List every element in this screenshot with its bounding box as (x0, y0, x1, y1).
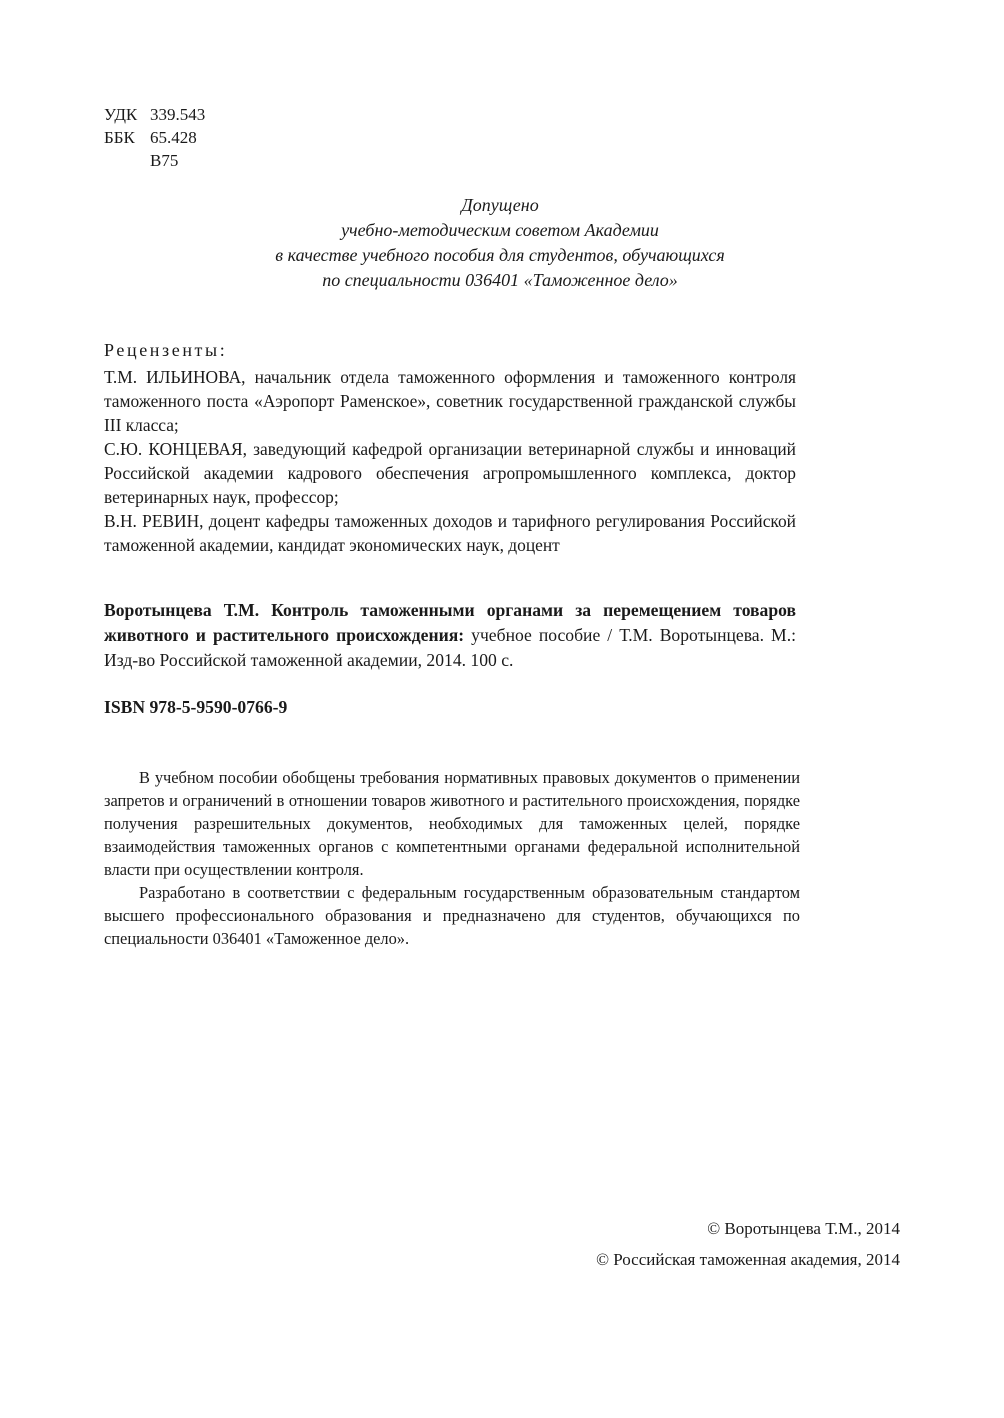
approval-line: по специальности 036401 «Таможенное дело» (322, 270, 678, 290)
copyright-author: © Воротынцева Т.М., 2014 (707, 1219, 900, 1238)
abstract-paragraph: Разработано в соответствии с федеральным государственным образовательным стандартом высшего профессионального образования и предназначено для студентов, обучающихся по специальности 036401 «Таможенное дело». (104, 883, 800, 948)
copyright-publisher: © Российская таможенная академия, 2014 (596, 1250, 900, 1269)
reviewer-entry: В.Н. РЕВИН, доцент кафедры таможенных доходов и тарифного регулирования Российской таможенной академии, кандидат экономических наук, доцент (104, 511, 796, 555)
approval-line: в качестве учебного пособия для студентов, обучающихся (275, 245, 725, 265)
bibliographic-citation (104, 598, 796, 673)
approval-note (200, 193, 800, 293)
reviewer-entry: С.Ю. КОНЦЕВАЯ, заведующий кафедрой организации ветеринарной службы и инноваций Российской академии кадрового обеспечения агропромышленного комплекса, доктор ветеринарных наук, профессор; (104, 439, 796, 507)
abstract (104, 766, 800, 950)
copyright-block (596, 1213, 900, 1275)
author-mark: В75 (150, 151, 179, 170)
bbk-row (104, 126, 205, 149)
citation-title: Воротынцева Т.М. Контроль таможенными органами за перемещением товаров животного и растительного происхождения: (104, 600, 796, 645)
citation-details: учебное пособие / Т.М. Воротынцева. М.: Изд-во Российской таможенной академии, 2014. 100 с. (104, 625, 796, 670)
udk-value: 339.543 (150, 105, 206, 124)
reviewers-section (104, 338, 796, 557)
approval-line: учебно-методическим советом Академии (341, 220, 659, 240)
approval-line: Допущено (461, 195, 539, 215)
bbk-label: ББК (104, 128, 135, 147)
reviewer-entry: Т.М. ИЛЬИНОВА, начальник отдела таможенного оформления и таможенного контроля таможенного поста «Аэропорт Раменское», советник государственной гражданской службы III класса; (104, 367, 796, 435)
isbn: ISBN 978-5-9590-0766-9 (104, 697, 288, 717)
reviewers-heading: Рецензенты: (104, 340, 228, 360)
abstract-paragraph: В учебном пособии обобщены требования нормативных правовых документов о применении запретов и ограничений в отношении товаров животного и растительного происхождения, порядке получения разрешительных документов, необходимых для таможенных целей, порядке взаимодействия таможенных органов с компетентными органами федеральной исполнительной власти при осуществлении контроля. (104, 768, 800, 879)
udk-row (104, 103, 205, 126)
classification-block (104, 103, 205, 172)
udk-label: УДК (104, 105, 138, 124)
bbk-value: 65.428 (150, 128, 197, 147)
